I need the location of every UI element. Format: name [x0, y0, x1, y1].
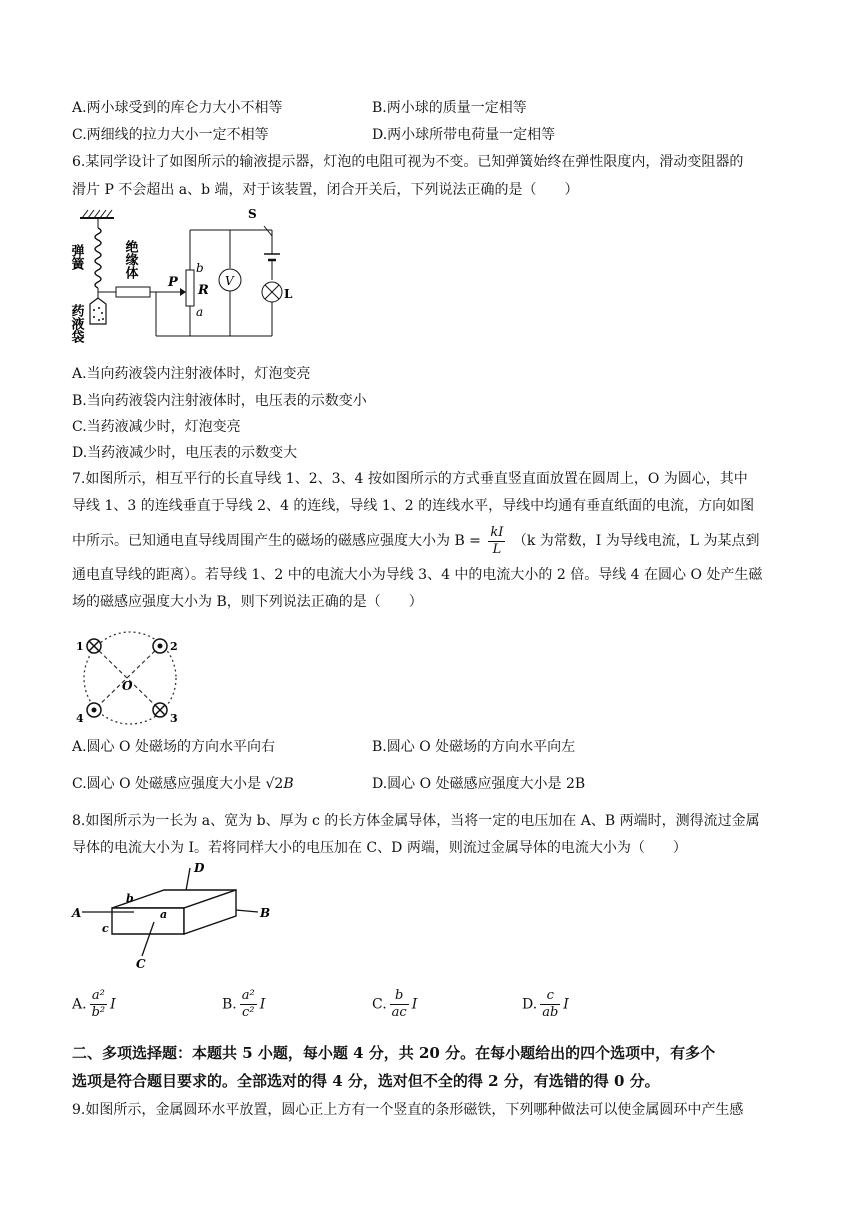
q7-label-2: 2 — [170, 640, 178, 653]
q6-option-d[interactable]: D.当药液减少时，电压表的示数变大 — [72, 445, 298, 461]
q7-stem-line3-pre: 中所示。已知通电直导线周围产生的磁场的磁感应强度大小为 B = — [72, 533, 481, 549]
q7-label-3: 3 — [170, 712, 178, 725]
q7-option-d[interactable]: D.圆心 O 处磁感应强度大小是 2B — [372, 776, 586, 792]
q6-option-b[interactable]: B.当向药液袋内注射液体时，电压表的示数变小 — [72, 393, 367, 409]
q6-label-s: S — [248, 207, 257, 221]
q8-option-a-label: A. — [72, 996, 87, 1013]
q8-label-c-terminal: C — [136, 957, 146, 971]
q7-formula-fraction — [488, 525, 505, 558]
q8-option-d-i: I — [563, 996, 569, 1013]
q8-option-d-fraction — [540, 988, 560, 1021]
section2-heading-line2: 选项是符合题目要求的。全部选对的得 4 分，选对但不全的得 2 分，有选错的得 0 分。 — [72, 1072, 660, 1090]
q8-option-a-den: b² — [91, 1005, 106, 1020]
q6-stem-line2: 滑片 P 不会超出 a、b 端，对于该装置，闭合开关后，下列说法正确的是（ ） — [72, 182, 579, 198]
q7-stem-line2: 导线 1、3 的连线垂直于导线 2、4 的连线，导线 1、2 的连线水平，导线中均通有垂直纸面的电流，方向如图 — [72, 498, 755, 514]
q8-option-b-i: I — [259, 996, 266, 1013]
q7-option-c[interactable] — [72, 776, 294, 792]
q6-label-b: b — [196, 261, 204, 275]
q7-label-o: O — [122, 679, 133, 693]
q8-option-c-label: C. — [372, 996, 387, 1013]
q8-option-a-i: I — [110, 996, 116, 1013]
q8-option-d-num: c — [540, 988, 560, 1005]
q7-formula-denominator: L — [492, 541, 502, 557]
q8-label-length-a: a — [160, 908, 168, 921]
q7-option-a[interactable]: A.圆心 O 处磁场的方向水平向右 — [72, 739, 275, 755]
q7-label-1: 1 — [76, 640, 84, 653]
q8-option-a-num: a² — [90, 988, 108, 1005]
q8-block-figure — [72, 860, 282, 970]
q8-option-b-fraction — [240, 988, 257, 1021]
q8-option-b[interactable] — [222, 988, 265, 1021]
q8-option-c-fraction — [390, 988, 409, 1021]
q8-option-b-label: B. — [222, 996, 237, 1013]
q6-option-c[interactable]: C.当药液减少时，灯泡变亮 — [72, 419, 241, 435]
q7-stem-line1: 7.如图所示，相互平行的长直导线 1、2、3、4 按如图所示的方式垂直竖直面放置在圆周上，O 为圆心，其中 — [72, 471, 748, 487]
q6-label-a: a — [196, 305, 204, 319]
q7-option-c-b: B — [283, 776, 294, 792]
q8-option-c[interactable] — [372, 988, 417, 1021]
q6-label-l: L — [284, 287, 293, 301]
q8-label-a-terminal: A — [72, 906, 82, 920]
q9-stem-line1: 9.如图所示，金属圆环水平放置，圆心正上方有一个竖直的条形磁铁，下列哪种做法可以使金属圆环中产生感 — [72, 1102, 744, 1118]
q8-option-b-num: a² — [241, 988, 255, 1003]
q8-option-d-den: ab — [542, 1005, 559, 1020]
q7-option-b[interactable]: B.圆心 O 处磁场的方向水平向左 — [372, 739, 576, 755]
q8-stem-line2: 导体的电流大小为 I。若将同样大小的电压加在 C、D 两端，则流过金属导体的电流大小为（ ） — [72, 840, 687, 856]
q5-options-row2 — [72, 125, 792, 145]
section2-heading-line1: 二、多项选择题：本题共 5 小题，每小题 4 分，共 20 分。在每小题给出的四个选项中，有多个 — [72, 1044, 716, 1062]
q6-label-p: P — [168, 275, 178, 290]
q5-option-a[interactable]: A.两小球受到的库仑力大小不相等 — [72, 100, 283, 116]
q6-label-insulator: 绝缘体 — [122, 240, 138, 279]
q6-label-spring: 弹簧 — [68, 244, 84, 270]
q7-options-row1 — [72, 737, 792, 757]
q6-label-r: R — [198, 283, 209, 298]
q7-stem-line3 — [72, 524, 792, 558]
q8-label-width-b: b — [126, 892, 134, 905]
q5-option-c[interactable]: C.两细线的拉力大小一定不相等 — [72, 127, 269, 143]
q7-stem-line5: 场的磁感应强度大小为 B，则下列说法正确的是（ ） — [72, 594, 423, 610]
q6-option-a[interactable]: A.当向药液袋内注射液体时，灯泡变亮 — [72, 366, 311, 382]
q7-formula-numerator: kI — [490, 524, 504, 540]
q8-stem-line1: 8.如图所示为一长为 a、宽为 b、厚为 c 的长方体金属导体，当将一定的电压加在 A、B 两端时，测得流过金属 — [72, 813, 760, 829]
q7-option-c-text: C.圆心 O 处磁感应强度大小是 √2 — [72, 776, 284, 792]
q5-option-d[interactable]: D.两小球所带电荷量一定相等 — [372, 127, 556, 143]
q8-option-a[interactable] — [72, 988, 116, 1021]
q7-wires-figure — [72, 628, 192, 728]
q7-label-4: 4 — [76, 712, 84, 725]
q5-options-row1 — [72, 98, 792, 118]
q7-stem-line3-post: （k 为常数，I 为导线电流，L 为某点到 — [512, 533, 760, 549]
q8-label-b-terminal: B — [260, 906, 271, 920]
q7-stem-line4: 通电直导线的距离）。若导线 1、2 中的电流大小为导线 3、4 中的电流大小的 2 倍。导线 4 在圆心 O 处产生磁 — [72, 567, 763, 583]
q5-option-b[interactable]: B.两小球的质量一定相等 — [372, 100, 527, 116]
q8-label-d-terminal: D — [194, 861, 205, 875]
q6-stem-line1: 6.某同学设计了如图所示的输液提示器，灯泡的电阻可视为不变。已知弹簧始终在弹性限度内，滑动变阻器的 — [72, 154, 744, 170]
q8-option-d-label: D. — [522, 996, 538, 1013]
q8-option-c-num: b — [390, 988, 409, 1005]
q8-option-b-den: c² — [241, 1005, 255, 1020]
q6-circuit-figure — [68, 200, 302, 356]
q7-options-row2 — [72, 774, 792, 794]
q8-option-d[interactable] — [522, 988, 569, 1021]
q6-label-bag: 药液袋 — [68, 304, 84, 343]
q6-label-v: V — [225, 274, 234, 288]
q8-option-c-den: ac — [391, 1005, 407, 1020]
q8-label-thickness-c: c — [102, 922, 109, 935]
q8-option-a-fraction — [90, 988, 108, 1021]
q8-option-c-i: I — [411, 996, 418, 1013]
